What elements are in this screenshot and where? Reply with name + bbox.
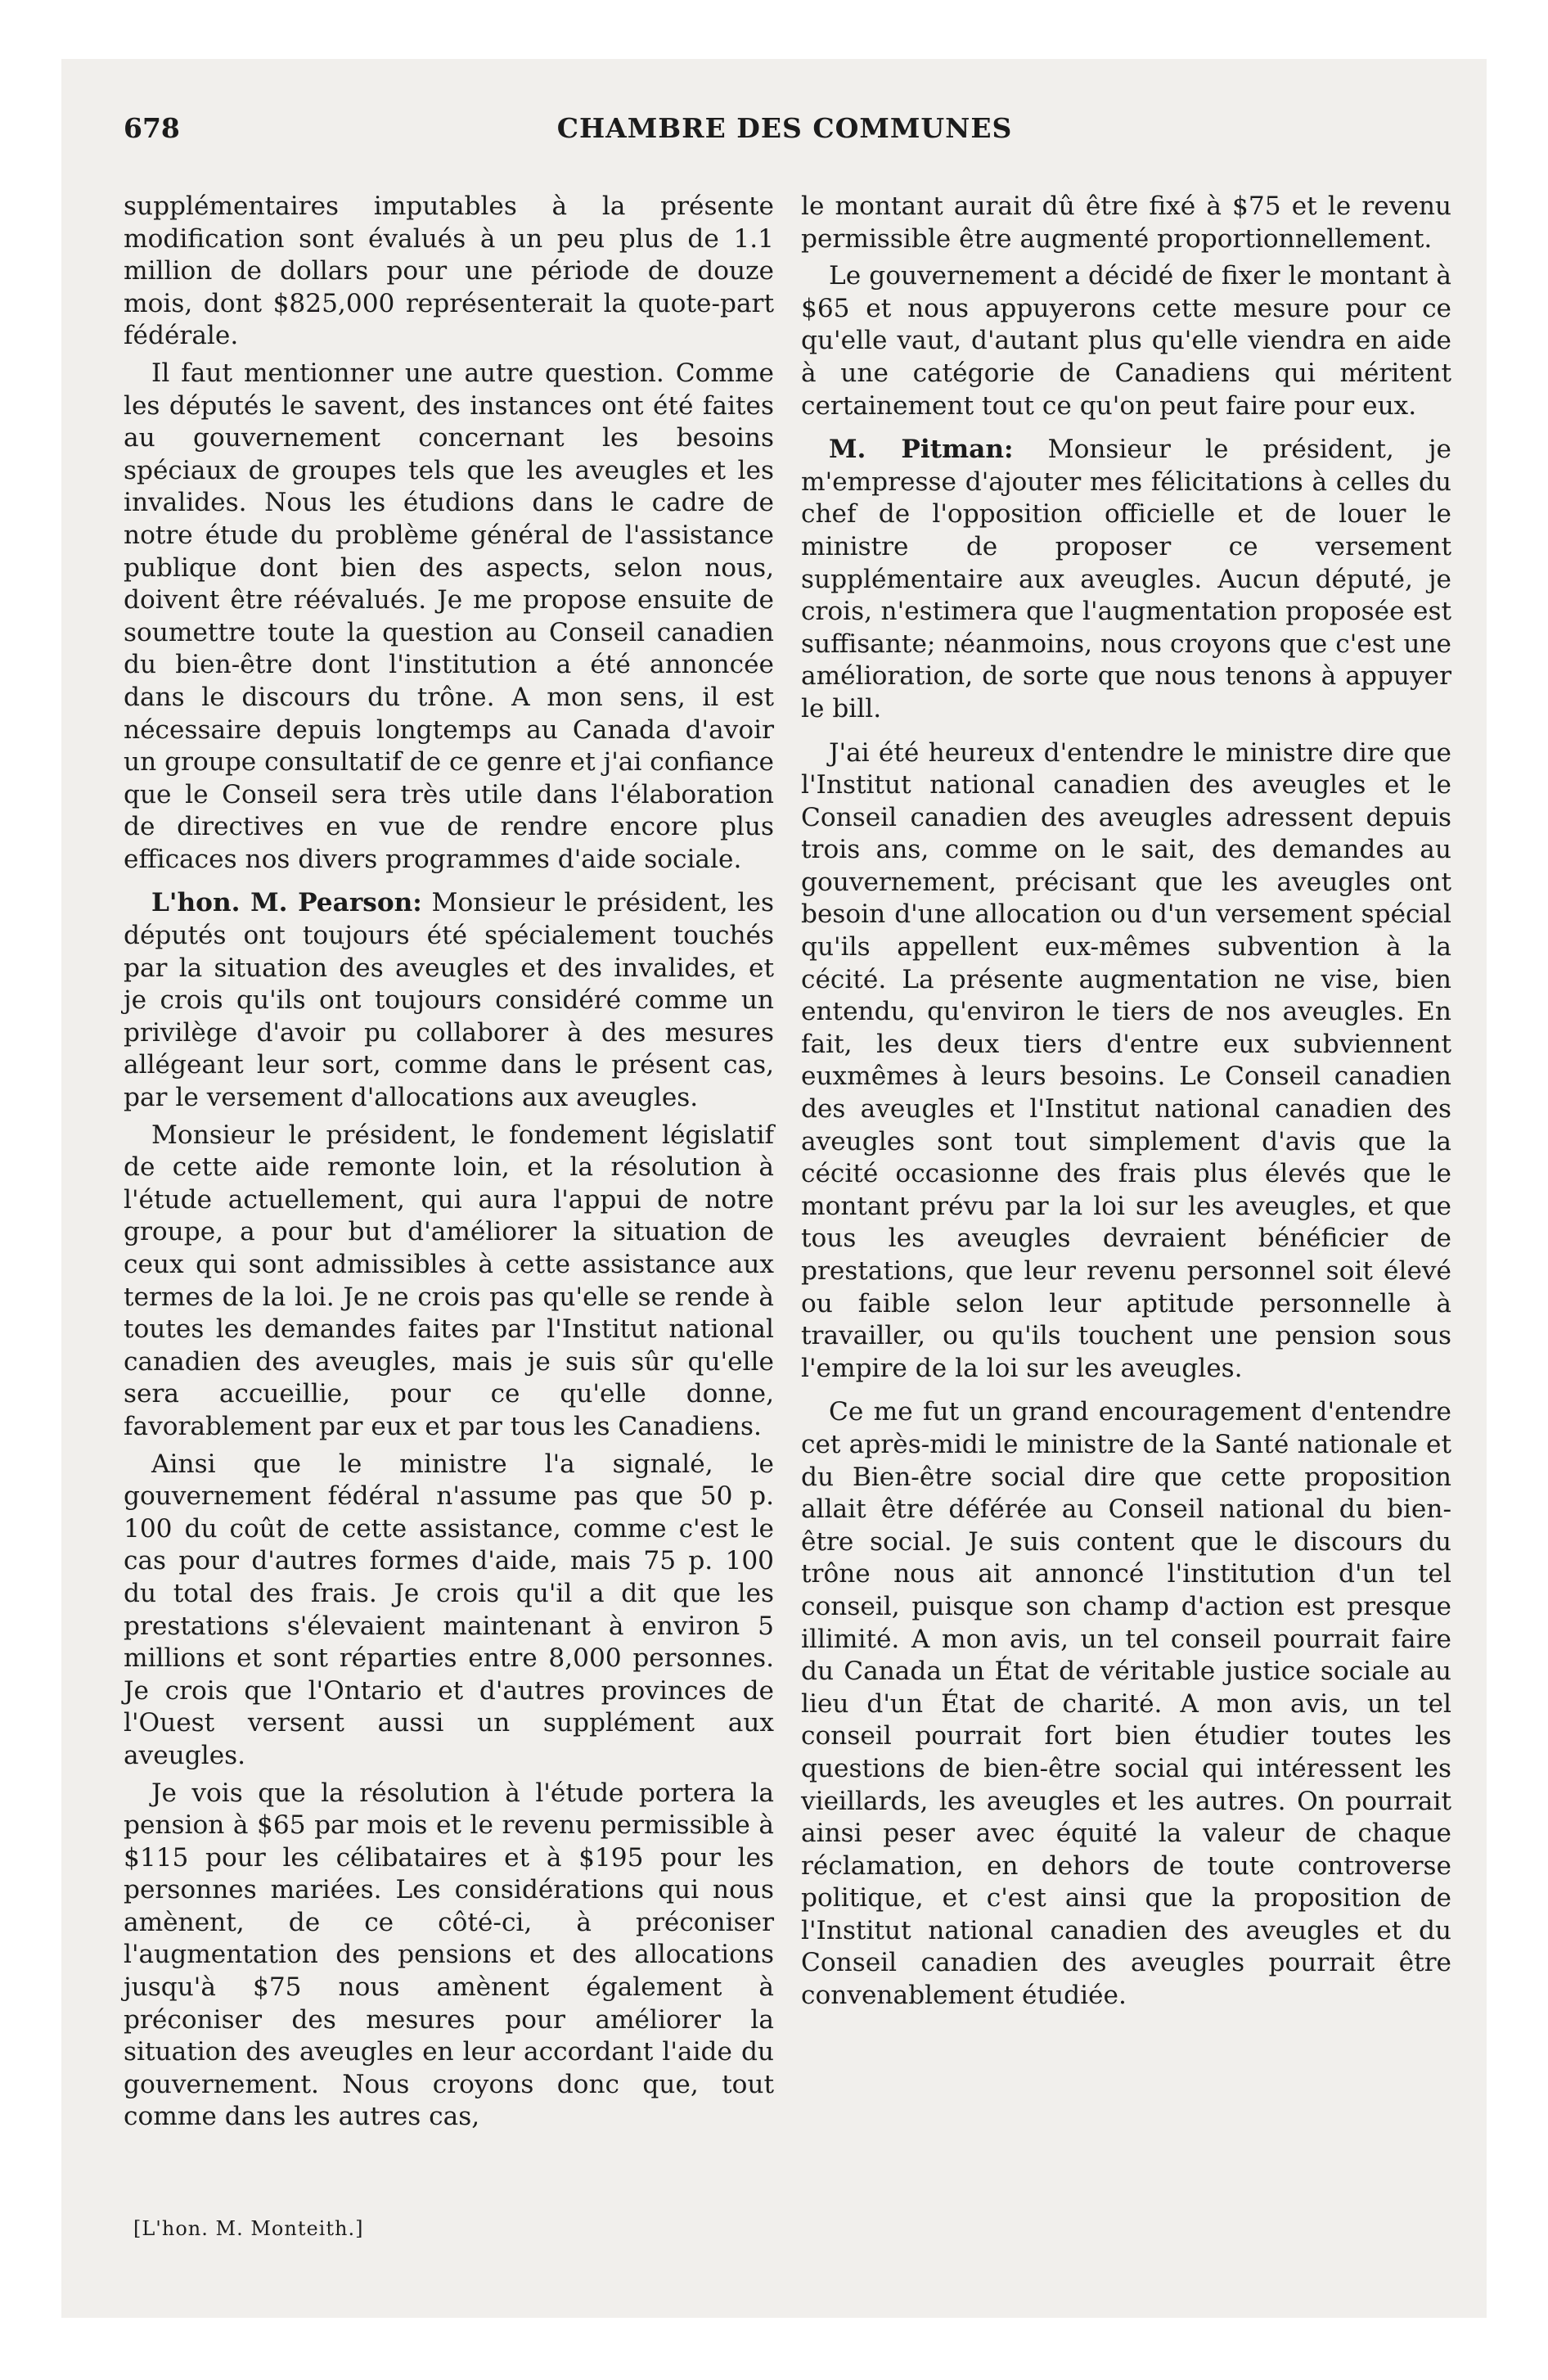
page-title: CHAMBRE DES COMMUNES (556, 112, 1013, 144)
right-paragraph-3 (801, 434, 1451, 725)
left-paragraph-4: Monsieur le président, le fondement législatif de cette aide remonte loin, et la résolution à l'étude actuellement, qui aura l'appui de notre groupe, a pour but d'améliorer la situation de ceux qui sont admissibles à cette assistance aux termes de la loi. Je ne crois pas qu'elle se rende à toutes les demandes faites par l'Institut national canadien des aveugles, mais je suis sûr qu'elle sera accueillie, pour ce qu'elle donne, favorablement par eux et par tous les Canadiens. (124, 1120, 774, 1441)
page-header (124, 112, 1446, 153)
right-paragraph-4: J'ai été heureux d'entendre le ministre dire que l'Institut national canadien des aveugles et le Conseil canadien des aveugles adressent depuis trois ans, comme on le sait, des demandes au gouvernement, précisant que les aveugles ont besoin d'une allocation ou d'un versement spécial qu'ils appellent eux-mêmes subvention à la cécité. La présente augmentation ne vise, bien entendu, qu'environ le tiers de nos aveugles. En fait, les deux tiers d'entre eux subviennent euxmêmes à leurs besoins. Le Conseil canadien des aveugles et l'Institut national canadien des aveugles sont tout simplement d'avis que la cécité occasionne des frais plus élevés que le montant prévu par la loi sur les aveugles, et que tous les aveugles devraient bénéficier de prestations, que leur revenu personnel soit élevé ou faible selon leur aptitude personnelle à travailler, ou qu'ils touchent une pension sous l'empire de la loi sur les aveugles. (801, 737, 1451, 1383)
right-paragraph-1: le montant aurait dû être fixé à $75 et le revenu permissible être augmenté proportionnellement. (801, 192, 1451, 254)
left-paragraph-6: Je vois que la résolution à l'étude portera la pension à $65 par mois et le revenu permissible à $115 pour les célibataires et à $195 pour les personnes mariées. Les considérations qui nous amènent, de ce côté-ci, à préconiser l'augmentation des pensions et des allocations jusqu'à $75 nous amènent également à préconiser des mesures pour améliorer la situation des aveugles en leur accordant l'aide du gouvernement. Nous croyons donc que, tout comme dans les autres cas, (124, 1778, 774, 2132)
right-paragraph-3-text: Monsieur le président, je m'empresse d'ajouter mes félicitations à celles du chef de l'opposition officielle et de louer le ministre de proposer ce versement supplémentaire aux aveugles. Aucun député, je crois, n'estimera que l'augmentation proposée est suffisante; néanmoins, nous croyons que c'est une amélioration, de sorte que nous tenons à appuyer le bill. (801, 435, 1451, 723)
left-paragraph-1: supplémentaires imputables à la présente modification sont évalués à un peu plus de 1.1 million de dollars pour une période de douze mois, dont $825,000 représenterait la quote-part fédérale. (124, 192, 774, 351)
right-column (801, 191, 1451, 2017)
left-paragraph-3-text: Monsieur le président, les députés ont toujours été spécialement touchés par la situation des aveugles et des invalides, et je crois qu'ils ont toujours considéré comme un privilège d'avoir pu collaborer à des mesures allégeant leur sort, comme dans le présent cas, par le versement d'allocations aux aveugles. (124, 888, 774, 1113)
footer-reference: [L'hon. M. Monteith.] (133, 2217, 364, 2240)
right-paragraph-2: Le gouvernement a décidé de fixer le montant à $65 et nous appuyerons cette mesure pour ce qu'elle vaut, d'autant plus qu'elle viendra en aide à une catégorie de Canadiens qui méritent certainement tout ce qu'on peut faire pour eux. (801, 261, 1451, 421)
speaker-name-pitman: M. Pitman: (829, 435, 1014, 465)
page-number: 678 (124, 112, 180, 144)
right-paragraph-5: Ce me fut un grand encouragement d'entendre cet après-midi le ministre de la Santé nationale et du Bien-être social dire que cette proposition allait être déférée au Conseil national du bien-être social. Je suis content que le discours du trône nous ait annoncé l'institution d'un tel conseil, puisque son champ d'action est presque illimité. A mon avis, un tel conseil pourrait faire du Canada un État de véritable justice sociale au lieu d'un État de charité. A mon avis, un tel conseil pourrait fort bien étudier toutes les questions de bien-être social qui intéressent les vieillards, les aveugles et les autres. On pourrait ainsi peser avec équité la valeur de chaque réclamation, en dehors de toute controverse politique, et c'est ainsi que la proposition de l'Institut national canadien des aveugles et du Conseil canadien des aveugles pourrait être convenablement étudiée. (801, 1397, 1451, 2011)
speaker-name-pearson: L'hon. M. Pearson: (151, 888, 422, 918)
left-paragraph-3 (124, 887, 774, 1114)
left-column (124, 191, 774, 2139)
left-paragraph-2: Il faut mentionner une autre question. Comme les députés le savent, des instances ont été faites au gouvernement concernant les besoins spéciaux de groupes tels que les aveugles et les invalides. Nous les étudions dans le cadre de notre étude du problème général de l'assistance publique dont bien des aspects, selon nous, doivent être réévalués. Je me propose ensuite de soumettre toute la question au Conseil canadien du bien-être dont l'institution a été annoncée dans le discours du trône. A mon sens, il est nécessaire depuis longtemps au Canada d'avoir un groupe consultatif de ce genre et j'ai confiance que le Conseil sera très utile dans l'élaboration de directives en vue de rendre encore plus efficaces nos divers programmes d'aide sociale. (124, 358, 774, 874)
scanned-page (61, 59, 1487, 2318)
left-paragraph-5: Ainsi que le ministre l'a signalé, le gouvernement fédéral n'assume pas que 50 p. 100 du coût de cette assistance, comme c'est le cas pour d'autres formes d'aide, mais 75 p. 100 du total des frais. Je crois qu'il a dit que les prestations s'élevaient maintenant à environ 5 millions et sont réparties entre 8,000 personnes. Je crois que l'Ontario et d'autres provinces de l'Ouest versent aussi un supplément aux aveugles. (124, 1449, 774, 1770)
